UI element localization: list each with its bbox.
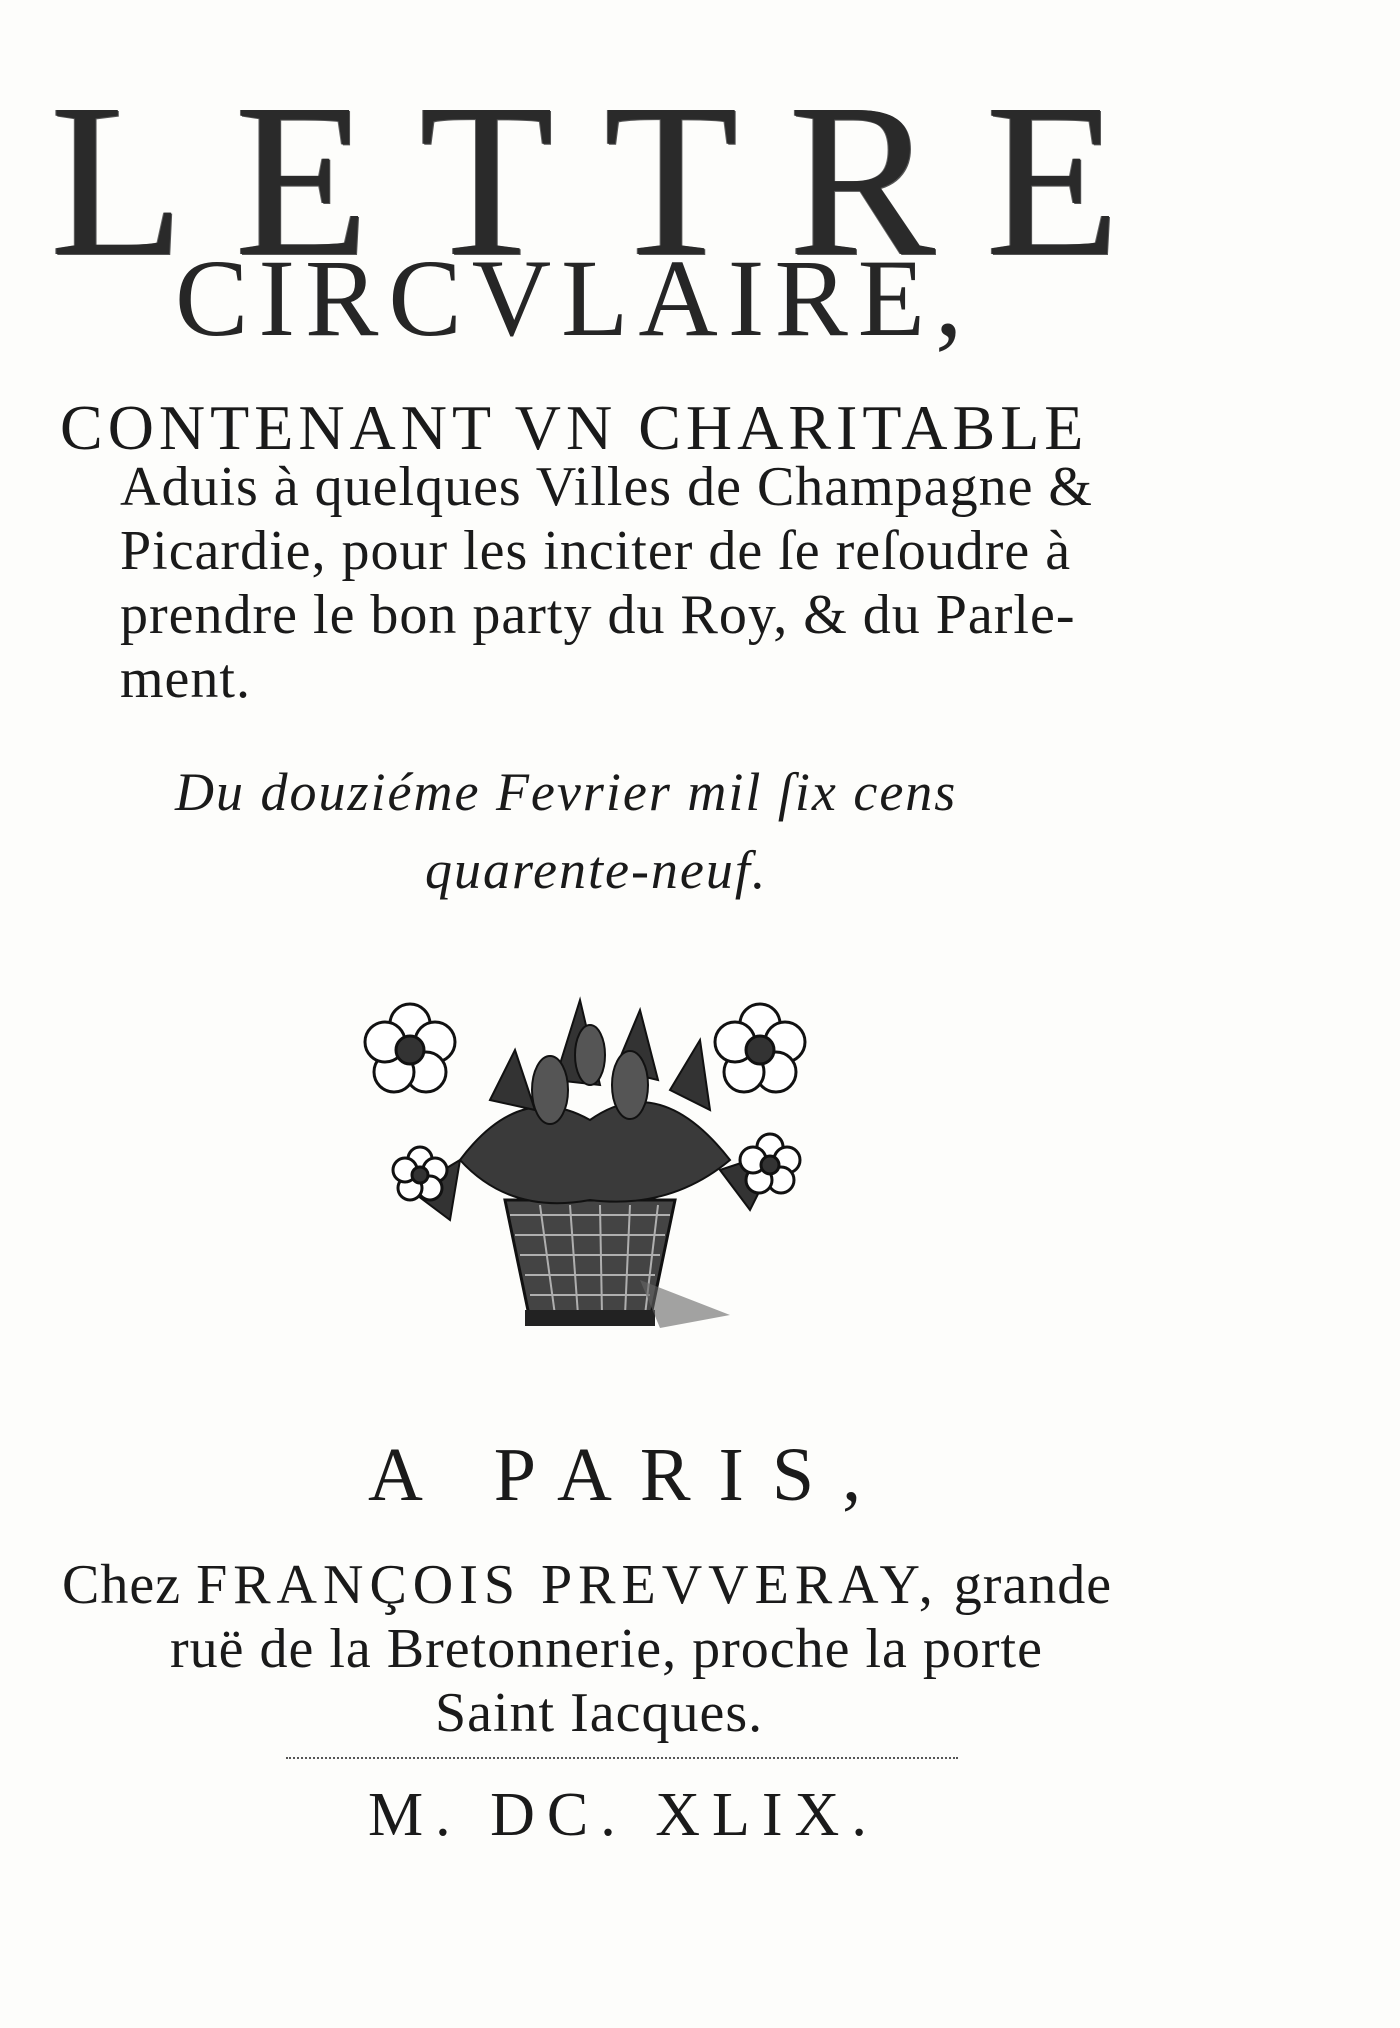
flower-basket-ornament [340,960,840,1360]
subtitle-line-1: Aduis à quelques Villes de Champagne & [120,456,1093,518]
imprint-city: A PARIS, [368,1433,890,1517]
imprint-printer-line [62,1553,1112,1617]
imprint-address-line-1: ruë de la Bretonnerie, proche la porte [170,1618,1043,1680]
title-letter: T [603,58,739,302]
title-letter: L [50,58,185,302]
divider-rule [286,1757,958,1759]
subtitle-line-4: ment. [120,648,251,710]
subtitle-line-2: Picardie, pour les inciter de ſe reſoudre à [120,520,1072,582]
imprint-year: M. DC. XLIX. [368,1781,879,1849]
title-letter: R [788,58,936,302]
title-letter: T [419,58,554,302]
date-line-2: quarente-neuf. [425,840,768,900]
date-line-1: Du douziéme Fevrier mil ſix cens [175,762,958,822]
imprint-address-line-2: Saint Iacques. [435,1682,764,1744]
subtitle-line-3: prendre le bon party du Roy, & du Parle- [120,584,1076,646]
printer-prefix: Chez [62,1554,182,1616]
title-circulaire: CIRCVLAIRE, [175,237,973,359]
title-letter: E [234,58,370,302]
printer-name: FRANÇOIS PREVVERAY, [196,1554,939,1616]
subtitle-caps-line: CONTENANT VN CHARITABLE [60,392,1089,463]
printer-suffix: grande [953,1554,1113,1616]
basket-icon [505,1200,730,1328]
title-letter: E [985,58,1120,302]
